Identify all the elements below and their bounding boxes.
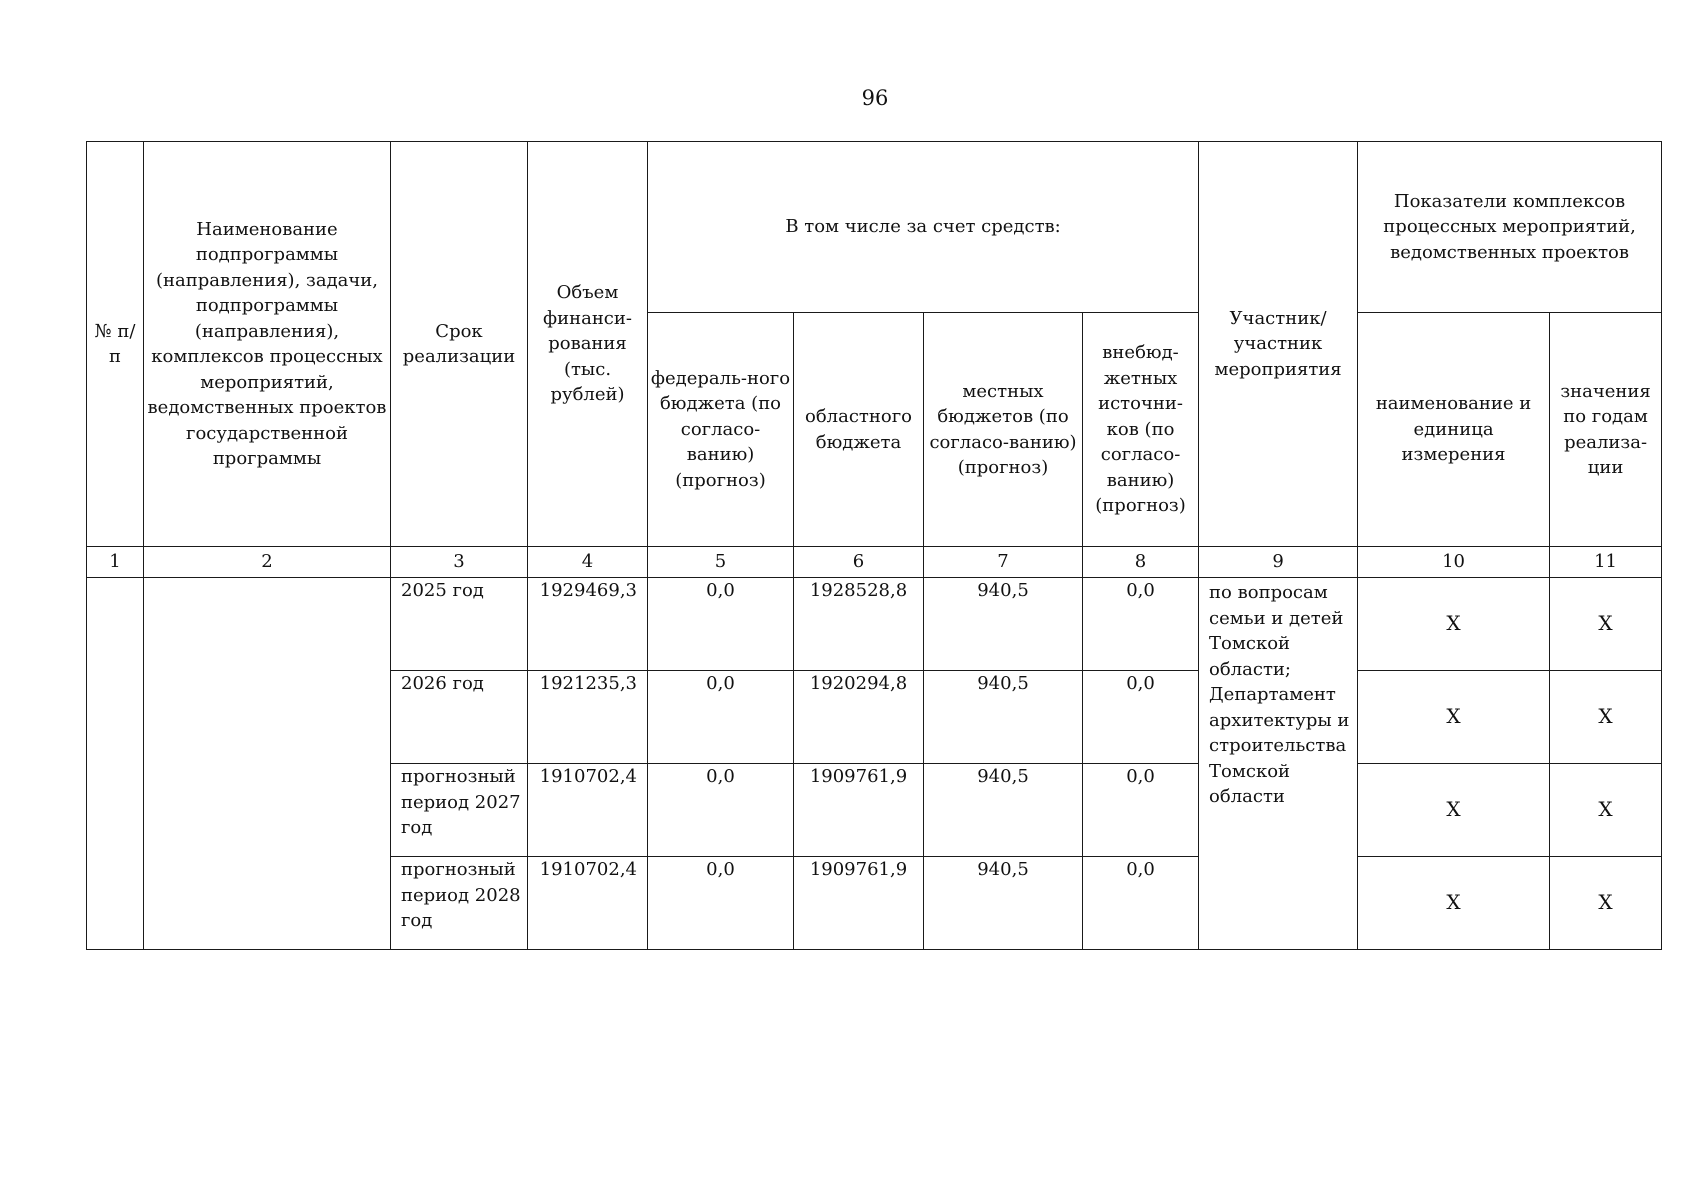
cell-regional: 1909761,9 — [794, 857, 924, 950]
cell-num-empty — [87, 578, 144, 950]
header-local: местных бюджетов (по согласо-ванию) (прогноз) — [924, 313, 1083, 547]
cell-indicator-values: Х — [1550, 578, 1662, 671]
column-number: 7 — [924, 547, 1083, 578]
header-indicator-name: наименование и единица измерения — [1358, 313, 1550, 547]
cell-term: прогнозный период 2027 год — [391, 764, 528, 857]
header-volume: Объем финанси-рования (тыс. рублей) — [528, 142, 648, 547]
cell-extrabudget: 0,0 — [1083, 764, 1199, 857]
cell-indicator-name: Х — [1358, 764, 1550, 857]
header-federal: федераль-ного бюджета (по согласо-ванию) (прогноз) — [648, 313, 794, 547]
cell-federal: 0,0 — [648, 671, 794, 764]
cell-indicator-values: Х — [1550, 764, 1662, 857]
cell-term: 2025 год — [391, 578, 528, 671]
cell-local: 940,5 — [924, 857, 1083, 950]
cell-name-empty — [144, 578, 391, 950]
cell-federal: 0,0 — [648, 578, 794, 671]
cell-participant: по вопросам семьи и детей Томской области; Департамент архитектуры и строительства Томской области — [1199, 578, 1358, 950]
header-extrabudget: внебюд-жетных источни-ков (по согласо-ванию) (прогноз) — [1083, 313, 1199, 547]
header-term: Срок реализации — [391, 142, 528, 547]
cell-indicator-name: Х — [1358, 671, 1550, 764]
cell-regional: 1909761,9 — [794, 764, 924, 857]
cell-volume: 1910702,4 — [528, 857, 648, 950]
header-regional: областного бюджета — [794, 313, 924, 547]
column-number: 4 — [528, 547, 648, 578]
header-funding-group: В том числе за счет средств: — [648, 142, 1199, 313]
column-number: 5 — [648, 547, 794, 578]
header-indicators-group-label: Показатели комплексов процессных мероприятий, ведомственных проектов — [1383, 190, 1636, 263]
cell-indicator-name: Х — [1358, 857, 1550, 950]
column-number: 6 — [794, 547, 924, 578]
table-row — [87, 578, 1662, 671]
header-indicators-group — [1358, 142, 1662, 313]
column-number: 2 — [144, 547, 391, 578]
column-number: 11 — [1550, 547, 1662, 578]
header-name: Наименование подпрограммы (направления), задачи, подпрограммы (направления), комплексов процессных мероприятий, ведомственных проектов государственной программы — [144, 142, 391, 547]
header-indicator-values: значения по годам реализа-ции — [1550, 313, 1662, 547]
cell-extrabudget: 0,0 — [1083, 671, 1199, 764]
cell-volume: 1929469,3 — [528, 578, 648, 671]
cell-federal: 0,0 — [648, 857, 794, 950]
cell-federal: 0,0 — [648, 764, 794, 857]
column-number: 10 — [1358, 547, 1550, 578]
cell-local: 940,5 — [924, 671, 1083, 764]
header-participant: Участник/ участник мероприятия — [1199, 142, 1358, 547]
cell-volume: 1910702,4 — [528, 764, 648, 857]
cell-regional: 1920294,8 — [794, 671, 924, 764]
column-number: 1 — [87, 547, 144, 578]
cell-extrabudget: 0,0 — [1083, 857, 1199, 950]
column-number: 9 — [1199, 547, 1358, 578]
cell-local: 940,5 — [924, 578, 1083, 671]
page-number: 96 — [861, 86, 889, 110]
funding-table — [86, 141, 1662, 950]
cell-volume: 1921235,3 — [528, 671, 648, 764]
cell-extrabudget: 0,0 — [1083, 578, 1199, 671]
column-number: 8 — [1083, 547, 1199, 578]
column-number-row — [87, 547, 1662, 578]
header-num: № п/п — [87, 142, 144, 547]
cell-term: 2026 год — [391, 671, 528, 764]
cell-indicator-values: Х — [1550, 857, 1662, 950]
cell-term: прогнозный период 2028 год — [391, 857, 528, 950]
cell-local: 940,5 — [924, 764, 1083, 857]
cell-indicator-values: Х — [1550, 671, 1662, 764]
cell-regional: 1928528,8 — [794, 578, 924, 671]
column-number: 3 — [391, 547, 528, 578]
cell-indicator-name: Х — [1358, 578, 1550, 671]
